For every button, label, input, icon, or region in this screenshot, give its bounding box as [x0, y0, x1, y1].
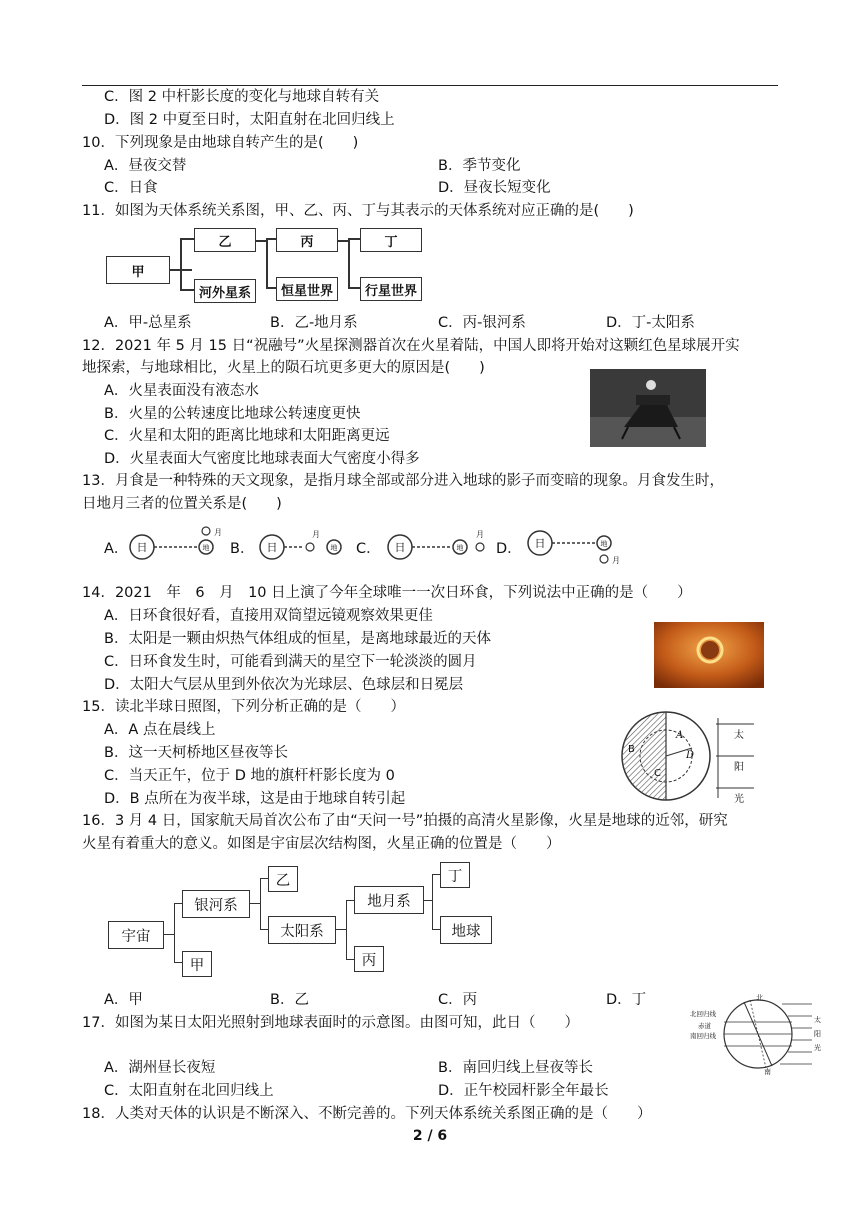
- q14-option-d: D．太阳大气层从里到外依次为光球层、色球层和日冕层: [104, 677, 464, 693]
- q16-box-earth-moon: 地月系: [354, 886, 424, 914]
- q16-option-c: C．丙: [438, 992, 478, 1008]
- q17-north-label: 北: [756, 994, 763, 1002]
- q13-c-sun-label: 日: [394, 541, 406, 554]
- q13-option-b-figure: [256, 523, 348, 567]
- q13-stem-line1: 13．月食是一种特殊的天文现象，是指月球全部或部分进入地球的影子而变暗的现象。月食发生时，: [82, 473, 724, 489]
- q16-box-bing: 丙: [354, 946, 384, 972]
- q13-a-moon-label: 月: [214, 528, 222, 537]
- q13-d-moon-label: 月: [612, 556, 620, 565]
- q13-option-a-figure: [126, 523, 220, 567]
- q13-stem-line2: 日地月三者的位置关系是( ): [82, 496, 282, 512]
- q16-box-ding: 丁: [440, 862, 470, 888]
- q11-option-d: D．丁-太阳系: [606, 315, 695, 331]
- q13-a-sun-label: 日: [136, 541, 148, 554]
- q11-box-hewai: 河外星系: [194, 279, 256, 303]
- q15-point-d: D: [686, 750, 695, 761]
- q16-box-solar-system: 太阳系: [268, 916, 336, 944]
- q17-tropic-capricorn-label: 南回归线: [690, 1032, 716, 1040]
- q11-box-hengxing: 恒星世界: [276, 277, 338, 301]
- q13-option-d-figure: [522, 523, 618, 567]
- q17-sunlight-label-1: 太: [814, 1016, 821, 1024]
- header-line-c: C．图 2 中杆影长度的变化与地球自转有关: [104, 89, 380, 105]
- q13-option-c-letter: C．: [356, 541, 381, 557]
- q11-box-ding: 丁: [360, 228, 422, 252]
- q16-box-universe: 宇宙: [108, 921, 164, 949]
- q13-option-a-letter: A．: [104, 541, 129, 557]
- q12-option-b: B．火星的公转速度比地球公转速度更快: [104, 406, 361, 422]
- q11-option-a: A．甲-总星系: [104, 315, 192, 331]
- q13-b-sun-label: 日: [266, 541, 278, 554]
- q13-option-d-letter: D．: [496, 541, 522, 557]
- q15-point-b: B: [628, 744, 635, 755]
- annular-eclipse-photo: [654, 622, 764, 688]
- q16-box-jia: 甲: [182, 951, 212, 977]
- q14-option-b: B．太阳是一颗由炽热气体组成的恒星，是离地球最近的天体: [104, 631, 491, 647]
- q17-sunlight-label-2: 阳: [814, 1030, 821, 1038]
- q13-c-moon-label: 月: [476, 530, 484, 539]
- q11-box-yi: 乙: [194, 228, 256, 252]
- q17-option-d: D．正午校园杆影全年最长: [438, 1083, 609, 1099]
- q11-option-c: C．丙-银河系: [438, 315, 526, 331]
- q15-option-b: B．这一天柯桥地区昼夜等长: [104, 745, 288, 761]
- q15-sunlight-label-1: 太: [734, 730, 744, 741]
- q14-stem: 14．2021 年 6 月 10 日上演了今年全球唯一一次日环食，下列说法中正确的是（ ）: [82, 585, 692, 601]
- q13-b-earth-label: 地: [330, 544, 338, 552]
- q12-option-a: A．火星表面没有液态水: [104, 383, 259, 399]
- q17-equator-label: 赤道: [698, 1022, 711, 1030]
- q12-option-d: D．火星表面大气密度比地球表面大气密度小得多: [104, 451, 420, 467]
- q10-stem: 10．下列现象是由地球自转产生的是( ): [82, 135, 359, 151]
- q17-stem: 17．如图为某日太阳光照射到地球表面时的示意图。由图可知，此日（ ）: [82, 1015, 579, 1031]
- q15-sunlight-figure: [618, 708, 756, 804]
- q13-option-b-letter: B．: [230, 541, 255, 557]
- q15-option-d: D．B 点所在为夜半球，这是由于地球自转引起: [104, 791, 406, 807]
- q11-box-jia: 甲: [106, 256, 170, 284]
- q10-option-b: B．季节变化: [438, 158, 521, 174]
- q15-stem: 15．读北半球日照图，下列分析正确的是（ ）: [82, 699, 405, 715]
- q12-stem-line1: 12．2021 年 5 月 15 日“祝融号”火星探测器首次在火星着陆，中国人即将开始对这颗红色星球展开实: [82, 338, 740, 354]
- q10-option-c: C．日食: [104, 180, 158, 196]
- q15-option-a: A．A 点在晨线上: [104, 722, 216, 738]
- mars-lander-photo: [590, 369, 706, 447]
- q16-box-yi: 乙: [268, 866, 298, 892]
- q13-d-earth-label: 地: [600, 540, 608, 548]
- q15-point-c: C: [654, 768, 661, 779]
- q10-option-d: D．昼夜长短变化: [438, 180, 551, 196]
- q15-point-a: A: [676, 730, 684, 741]
- q17-option-a: A．湖州昼长夜短: [104, 1060, 216, 1076]
- q13-d-sun-label: 日: [534, 537, 546, 550]
- q13-b-moon-label: 月: [312, 530, 320, 539]
- q17-option-c: C．太阳直射在北回归线上: [104, 1083, 274, 1099]
- page-number: 2 / 6: [412, 1128, 448, 1144]
- q13-option-c-figure: [384, 523, 492, 567]
- q16-option-d: D．丁: [606, 992, 647, 1008]
- q14-option-c: C．日环食发生时，可能看到满天的星空下一轮淡淡的圆月: [104, 654, 477, 670]
- q12-option-c: C．火星和太阳的距离比地球和太阳距离更远: [104, 428, 390, 444]
- q16-option-a: A．甲: [104, 992, 143, 1008]
- q15-option-c: C．当天正午，位于 D 地的旗杆杆影长度为 0: [104, 768, 395, 784]
- q17-south-label: 南: [764, 1068, 771, 1076]
- header-line-d: D．图 2 中夏至日时，太阳直射在北回归线上: [104, 112, 395, 128]
- q16-stem-line1: 16．3 月 4 日，国家航天局首次公布了由“天问一号”拍摄的高清火星影像，火星是地球的近邻，研究: [82, 813, 728, 829]
- q17-sunlight-figure: [684, 992, 826, 1074]
- q17-option-b: B．南回归线上昼夜等长: [438, 1060, 593, 1076]
- q18-stem: 18．人类对天体的认识是不断深入、不断完善的。下列天体系统关系图正确的是（ ）: [82, 1106, 652, 1122]
- q16-box-galaxy: 银河系: [182, 890, 250, 918]
- q16-option-b: B．乙: [270, 992, 309, 1008]
- q15-sunlight-label-3: 光: [734, 794, 744, 805]
- q17-sunlight-label-3: 光: [814, 1044, 821, 1052]
- q11-stem: 11．如图为天体系统关系图，甲、乙、丙、丁与其表示的天体系统对应正确的是( ): [82, 203, 634, 219]
- q13-a-earth-label: 地: [202, 544, 210, 552]
- q16-stem-line2: 火星有着重大的意义。如图是宇宙层次结构图，火星正确的位置是（ ）: [82, 836, 561, 852]
- q14-option-a: A．日环食很好看，直接用双筒望远镜观察效果更佳: [104, 608, 433, 624]
- q16-box-earth: 地球: [440, 916, 492, 944]
- q17-tropic-cancer-label: 北回归线: [690, 1010, 716, 1018]
- q10-option-a: A．昼夜交替: [104, 158, 187, 174]
- q13-c-earth-label: 地: [456, 544, 464, 552]
- q11-option-b: B．乙-地月系: [270, 315, 358, 331]
- q11-box-bing: 丙: [276, 228, 338, 252]
- q12-stem-line2: 地探索，与地球相比，火星上的陨石坑更多更大的原因是( ): [82, 360, 485, 376]
- q11-box-xingxing: 行星世界: [360, 277, 422, 301]
- q15-sunlight-label-2: 阳: [734, 762, 744, 773]
